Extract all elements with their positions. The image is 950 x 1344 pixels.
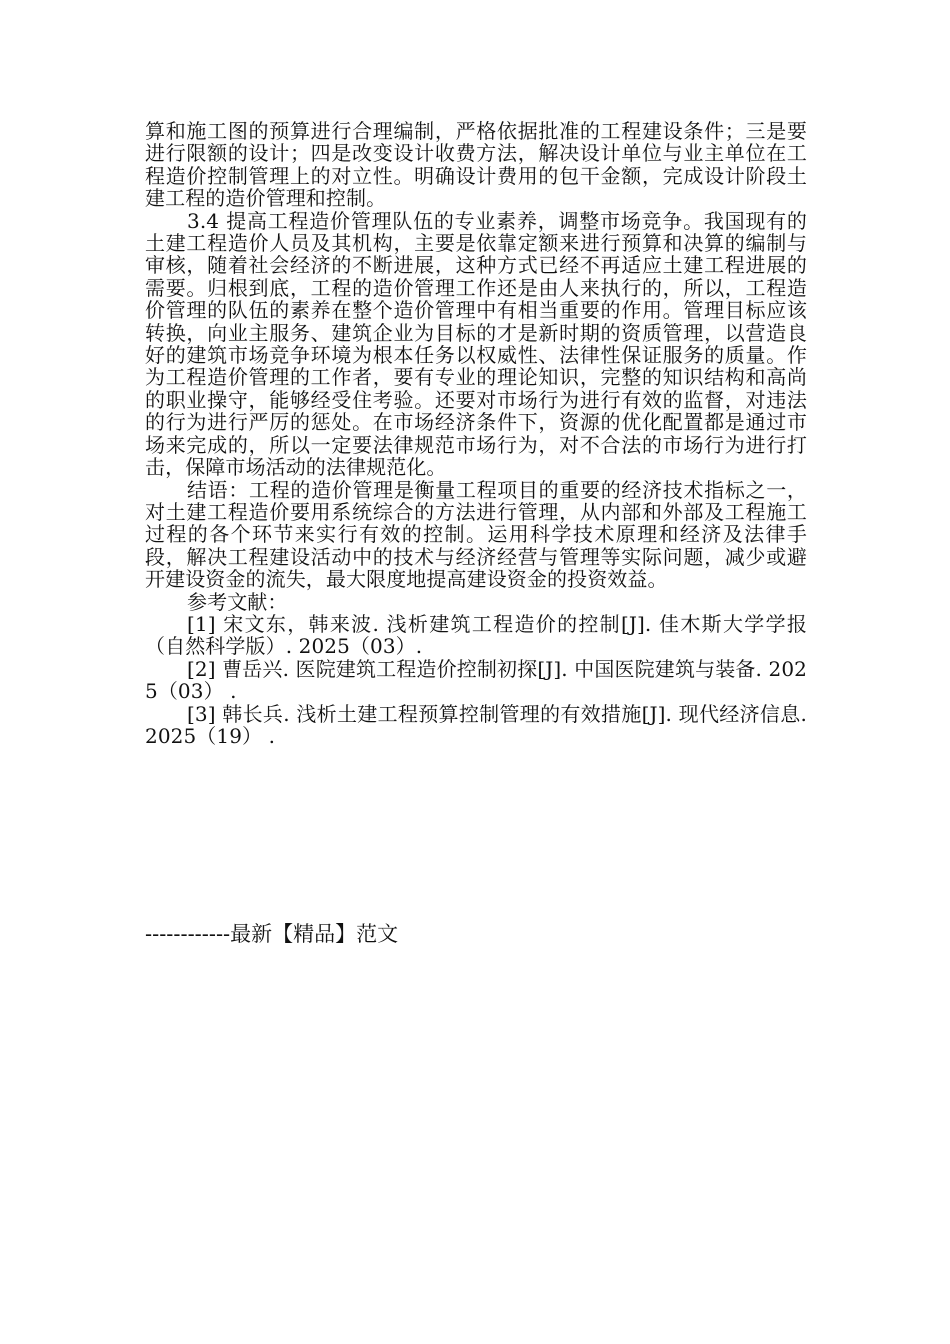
footer-tagline: ------------最新【精品】范文 xyxy=(145,922,399,946)
article-body xyxy=(145,120,807,747)
reference-item-2: [2] 曹岳兴. 医院建筑工程造价控制初探[J]. 中国医院建筑与装备. 2025（03） . xyxy=(145,656,807,704)
reference-item-3: [3] 韩长兵. 浅析土建工程预算控制管理的有效措施[J]. 现代经济信息. 2025（19） . xyxy=(145,701,807,748)
conclusion-paragraph: 结语：工程的造价管理是衡量工程项目的重要的经济技术指标之一，对土建工程造价要用系统综合的方法进行管理，从内部和外部及工程施工过程的各个环节来实行有效的控制。运用科学技术原理和经济及法律手段，解决工程建设活动中的技术与经济经营与管理等实际问题，减少或避开建设资金的流失，最大限度地提高建设资金的投资效益。 xyxy=(145,477,807,592)
section-3-4-paragraph: 3.4 提高工程造价管理队伍的专业素养，调整市场竞争。我国现有的土建工程造价人员及其机构，主要是依靠定额来进行预算和决算的编制与审核，随着社会经济的不断进展，这种方式已经不再适应土建工程进展的需要。归根到底，工程的造价管理工作还是由人来执行的，所以，工程造价管理的队伍的素养在整个造价管理中有相当重要的作用。管理目标应该转换，向业主服务、建筑企业为目标的才是新时期的资质管理，以营造良好的建筑市场竞争环境为根本任务以权威性、法律性保证服务的质量。作为工程造价管理的工作者，要有专业的理论知识，完整的知识结构和高尚的职业操守，能够经受住考验。还要对市场行为进行有效的监督，对违法的行为进行严厉的惩处。在市场经济条件下，资源的优化配置都是通过市场来完成的，所以一定要法律规范市场行为，对不合法的市场行为进行打击，保障市场活动的法律规范化。 xyxy=(145,208,807,480)
reference-item-1: [1] 宋文东，韩来波. 浅析建筑工程造价的控制[J]. 佳木斯大学学报（自然科学版）. 2025（03）. xyxy=(145,611,807,659)
references-heading: 参考文献： xyxy=(187,589,288,614)
continuation-paragraph: 算和施工图的预算进行合理编制，严格依据批准的工程建设条件；三是要进行限额的设计；四是改变设计收费方法，解决设计单位与业主单位在工程造价控制管理上的对立性。明确设计费用的包干金额，完成设计阶段土建工程的造价管理和控制。 xyxy=(145,119,807,211)
